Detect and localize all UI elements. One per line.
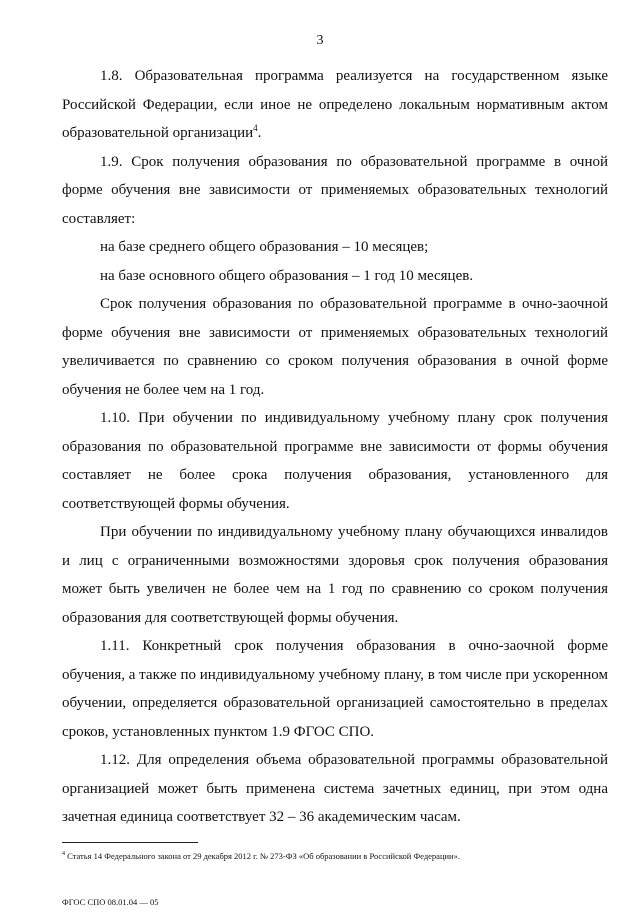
paragraph-disabilities: При обучении по индивидуальному учебному плану обучающихся инвалидов и лиц с ограниченными возможностями здоровья срок получения образования может быть увеличен не более чем на 1 год по сравнению со сроком получения образования для соответствующей формы обучения.: [62, 524, 608, 626]
list-item-secondary-general: на базе среднего общего образования – 10 месяцев;: [100, 239, 429, 255]
paragraph-end-punctuation: .: [257, 125, 262, 141]
footnote-separator: [62, 842, 198, 843]
list-item-basic-general: на базе основного общего образования – 1 год 10 месяцев.: [100, 267, 474, 284]
page-number: 3: [316, 33, 324, 48]
paragraph-1-11: 1.11. Конкретный срок получения образования в очно-заочной форме обучения, а также по индивидуальному учебному плану, в том числе при ускоренном обучении, определяется образовательной организацией самостоятельно в пределах сроков, установленных пунктом 1.9 ФГОС СПО.: [62, 638, 608, 740]
footnote: [62, 851, 608, 862]
document-code: ФГОС СПО 08.01.04 — 05: [62, 897, 159, 907]
paragraph-text: 1.8. Образовательная программа реализуется на государственном языке Российской Федерации, если иное не определено локальным нормативным актом образовательной организации: [62, 68, 608, 141]
footnote-number: 4: [62, 851, 65, 858]
paragraph-1-10: 1.10. При обучении по индивидуальному учебному плану срок получения образования по образовательной программе вне зависимости от формы обучения составляет не более срока получения образования, установленного для соответствующей формы обучения.: [62, 410, 608, 512]
paragraph-1-8: [62, 62, 608, 148]
paragraph-1-12: 1.12. Для определения объема образовательной программы образовательной организацией может быть применена система зачетных единиц, при этом одна зачетная единица соответствует 32 – 36 академическим часам.: [62, 752, 608, 825]
footnote-text: Статья 14 Федерального закона от 29 декабря 2012 г. № 273-ФЗ «Об образовании в Российской Федерации».: [67, 851, 460, 861]
paragraph-1-9: 1.9. Срок получения образования по образовательной программе в очной форме обучения вне зависимости от применяемых образовательных технологий составляет:: [62, 153, 608, 227]
footnote-reference: 4: [253, 123, 258, 133]
paragraph-part-time: Срок получения образования по образовательной программе в очно-заочной форме обучения вне зависимости от применяемых образовательных технологий увеличивается по сравнению со сроком получения образования в очной форме обучения не более чем на 1 год.: [62, 296, 608, 398]
document-body: [62, 62, 608, 832]
